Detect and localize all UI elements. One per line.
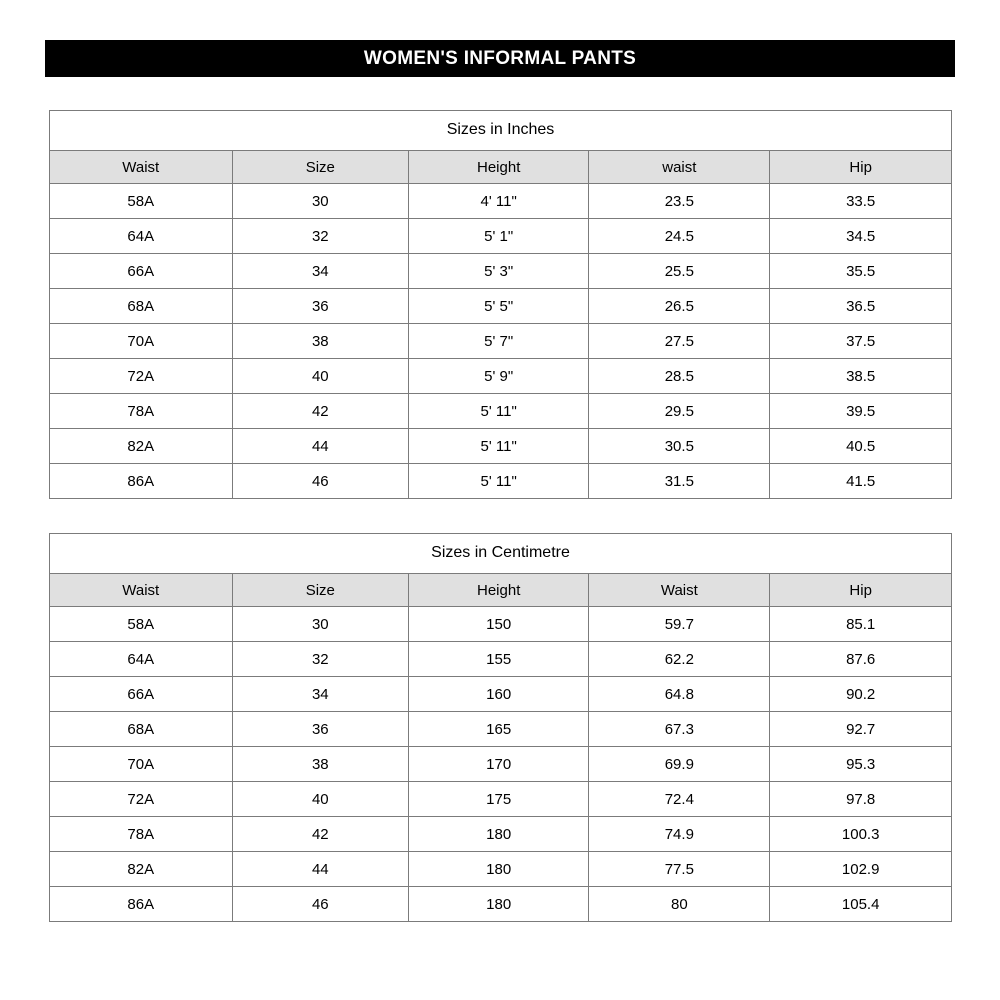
table-row: [50, 782, 951, 817]
cell-waist-label: 64A: [50, 642, 232, 677]
column-header-waist-measure: waist: [589, 151, 770, 184]
cell-waist-label: 82A: [50, 852, 232, 887]
column-header-waist-label: Waist: [50, 151, 232, 184]
table-row: [50, 429, 951, 464]
column-header-height: Height: [409, 574, 589, 607]
cell-hip: 39.5: [770, 394, 951, 429]
cell-size: 40: [232, 782, 409, 817]
cell-waist: 69.9: [589, 747, 770, 782]
table-row: [50, 642, 951, 677]
cell-height: 165: [409, 712, 589, 747]
cell-height: 5' 11": [409, 429, 589, 464]
sizes-in-inches-table-block: [49, 110, 952, 499]
cell-size: 42: [232, 817, 409, 852]
cell-hip: 38.5: [770, 359, 951, 394]
cell-waist: 29.5: [589, 394, 770, 429]
cell-size: 30: [232, 184, 409, 219]
table-row: [50, 607, 951, 642]
cell-waist-label: 72A: [50, 782, 232, 817]
cell-waist-label: 68A: [50, 289, 232, 324]
cell-size: 38: [232, 747, 409, 782]
table-row: [50, 324, 951, 359]
sizes-in-inches-table: [50, 111, 951, 498]
table-header-row: [50, 574, 951, 607]
cell-size: 42: [232, 394, 409, 429]
cell-hip: 97.8: [770, 782, 951, 817]
cell-height: 160: [409, 677, 589, 712]
table-caption-centimetre: Sizes in Centimetre: [50, 534, 951, 574]
cell-waist: 25.5: [589, 254, 770, 289]
cell-waist: 80: [589, 887, 770, 922]
cell-height: 5' 7": [409, 324, 589, 359]
table-row: [50, 289, 951, 324]
cell-size: 32: [232, 219, 409, 254]
cell-hip: 87.6: [770, 642, 951, 677]
cell-waist-label: 58A: [50, 184, 232, 219]
cell-waist: 27.5: [589, 324, 770, 359]
cell-height: 5' 5": [409, 289, 589, 324]
cell-waist-label: 70A: [50, 324, 232, 359]
page-title: [45, 40, 955, 77]
table-body-centimetre: [50, 607, 951, 922]
cell-waist: 77.5: [589, 852, 770, 887]
cell-waist-label: 64A: [50, 219, 232, 254]
table-row: [50, 359, 951, 394]
cell-waist: 74.9: [589, 817, 770, 852]
cell-size: 46: [232, 887, 409, 922]
table-header-row: [50, 151, 951, 184]
cell-size: 34: [232, 254, 409, 289]
cell-height: 150: [409, 607, 589, 642]
table-row: [50, 219, 951, 254]
cell-waist: 72.4: [589, 782, 770, 817]
cell-size: 44: [232, 852, 409, 887]
cell-size: 34: [232, 677, 409, 712]
table-header-inches: [50, 151, 951, 184]
table-row: [50, 887, 951, 922]
column-header-waist-measure: Waist: [589, 574, 770, 607]
cell-waist: 24.5: [589, 219, 770, 254]
cell-size: 32: [232, 642, 409, 677]
cell-waist-label: 86A: [50, 887, 232, 922]
cell-hip: 100.3: [770, 817, 951, 852]
cell-size: 46: [232, 464, 409, 499]
page-title-text: WOMEN'S INFORMAL PANTS: [363, 47, 637, 69]
cell-height: 155: [409, 642, 589, 677]
cell-waist: 30.5: [589, 429, 770, 464]
sizes-in-centimetre-table-block: [49, 533, 952, 922]
cell-hip: 95.3: [770, 747, 951, 782]
cell-hip: 85.1: [770, 607, 951, 642]
column-header-hip: Hip: [770, 151, 951, 184]
cell-waist-label: 68A: [50, 712, 232, 747]
cell-size: 30: [232, 607, 409, 642]
cell-hip: 36.5: [770, 289, 951, 324]
cell-waist: 23.5: [589, 184, 770, 219]
cell-hip: 105.4: [770, 887, 951, 922]
column-header-size: Size: [232, 574, 409, 607]
cell-size: 38: [232, 324, 409, 359]
cell-waist: 59.7: [589, 607, 770, 642]
column-header-height: Height: [409, 151, 589, 184]
cell-height: 5' 3": [409, 254, 589, 289]
cell-hip: 90.2: [770, 677, 951, 712]
cell-hip: 35.5: [770, 254, 951, 289]
cell-hip: 102.9: [770, 852, 951, 887]
cell-waist-label: 66A: [50, 677, 232, 712]
table-row: [50, 852, 951, 887]
cell-waist: 62.2: [589, 642, 770, 677]
cell-waist: 28.5: [589, 359, 770, 394]
cell-height: 180: [409, 887, 589, 922]
cell-hip: 40.5: [770, 429, 951, 464]
cell-hip: 34.5: [770, 219, 951, 254]
cell-hip: 37.5: [770, 324, 951, 359]
cell-waist-label: 78A: [50, 394, 232, 429]
cell-size: 44: [232, 429, 409, 464]
table-row: [50, 677, 951, 712]
cell-waist: 64.8: [589, 677, 770, 712]
cell-height: 4' 11": [409, 184, 589, 219]
cell-height: 5' 11": [409, 394, 589, 429]
table-row: [50, 464, 951, 499]
cell-height: 5' 11": [409, 464, 589, 499]
cell-waist-label: 86A: [50, 464, 232, 499]
cell-waist: 31.5: [589, 464, 770, 499]
cell-hip: 92.7: [770, 712, 951, 747]
cell-waist: 26.5: [589, 289, 770, 324]
column-header-hip: Hip: [770, 574, 951, 607]
table-row: [50, 817, 951, 852]
cell-height: 5' 9": [409, 359, 589, 394]
column-header-size: Size: [232, 151, 409, 184]
cell-size: 36: [232, 712, 409, 747]
table-row: [50, 712, 951, 747]
table-row: [50, 747, 951, 782]
table-caption-inches: Sizes in Inches: [50, 111, 951, 151]
cell-waist-label: 66A: [50, 254, 232, 289]
table-row: [50, 394, 951, 429]
table-body-inches: [50, 184, 951, 499]
cell-waist-label: 72A: [50, 359, 232, 394]
cell-waist-label: 78A: [50, 817, 232, 852]
cell-waist-label: 58A: [50, 607, 232, 642]
cell-height: 5' 1": [409, 219, 589, 254]
sizes-in-centimetre-table: [50, 534, 951, 921]
cell-hip: 41.5: [770, 464, 951, 499]
cell-waist: 67.3: [589, 712, 770, 747]
table-row: [50, 254, 951, 289]
cell-height: 170: [409, 747, 589, 782]
cell-height: 180: [409, 852, 589, 887]
cell-waist-label: 82A: [50, 429, 232, 464]
cell-size: 36: [232, 289, 409, 324]
table-header-centimetre: [50, 574, 951, 607]
cell-size: 40: [232, 359, 409, 394]
column-header-waist-label: Waist: [50, 574, 232, 607]
cell-height: 180: [409, 817, 589, 852]
cell-hip: 33.5: [770, 184, 951, 219]
cell-height: 175: [409, 782, 589, 817]
table-row: [50, 184, 951, 219]
cell-waist-label: 70A: [50, 747, 232, 782]
